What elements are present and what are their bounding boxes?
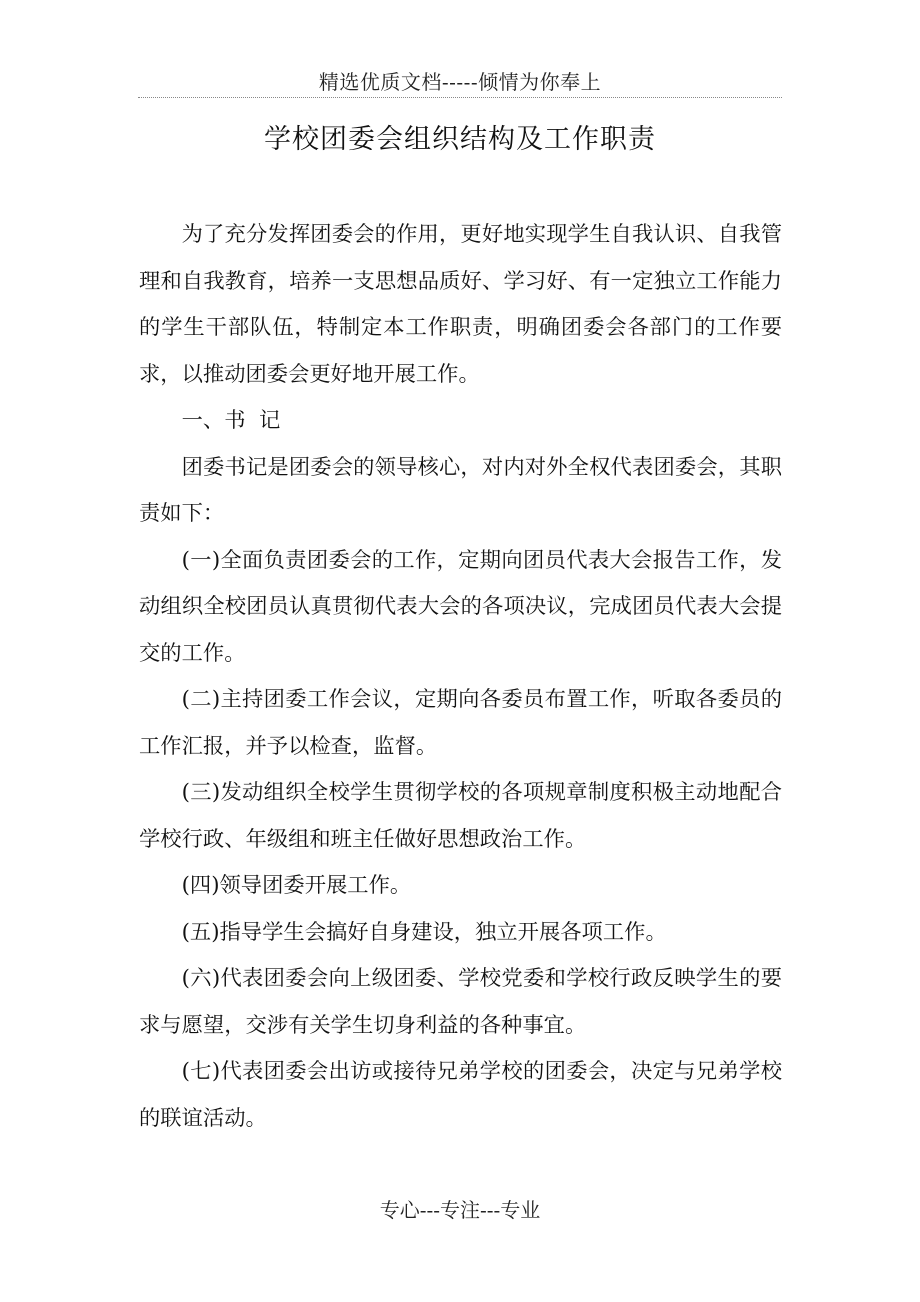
header-divider: [138, 97, 782, 98]
duty-item-5: (五)指导学生会搞好自身建设，独立开展各项工作。: [181, 919, 667, 945]
duty-item-3: (三)发动组织全校学生贯彻学校的各项规章制度积极主动地配合学校行政、年级组和班主任做好思想政治工作。: [139, 780, 782, 852]
duty-item-4: (四)领导团委开展工作。: [181, 873, 412, 898]
duty-item-1: (一)全面负责团委会的工作，定期向团员代表大会报告工作，发动组织全校团员认真贯彻代表大会的各项决议，完成团员代表大会提交的工作。: [139, 547, 782, 666]
document-title: 学校团委会组织结构及工作职责: [264, 124, 656, 155]
paragraph-intro: 为了充分发挥团委会的作用，更好地实现学生自我认识、自我管理和自我教育，培养一支思想品质好、学习好、有一定独立工作能力的学生干部队伍，特制定本工作职责，明确团委会各部门的工作要求，以推动团委会更好地开展工作。: [139, 222, 782, 387]
page-footer: 专心---专注---专业: [379, 1198, 541, 1222]
document-body: [139, 212, 782, 1142]
section-heading-secretary: 一、书 记: [181, 408, 281, 433]
page-header: 精选优质文档-----倾情为你奉上: [318, 70, 602, 94]
paragraph-secretary-intro: 团委书记是团委会的领导核心，对内对外全权代表团委会，其职责如下：: [139, 454, 782, 526]
duty-item-2: (二)主持团委工作会议，定期向各委员布置工作，听取各委员的工作汇报，并予以检查，监督。: [139, 687, 782, 759]
duty-item-6: (六)代表团委会向上级团委、学校党委和学校行政反映学生的要求与愿望，交涉有关学生切身利益的各种事宜。: [139, 966, 782, 1038]
duty-item-7: (七)代表团委会出访或接待兄弟学校的团委会，决定与兄弟学校的联谊活动。: [139, 1059, 782, 1131]
